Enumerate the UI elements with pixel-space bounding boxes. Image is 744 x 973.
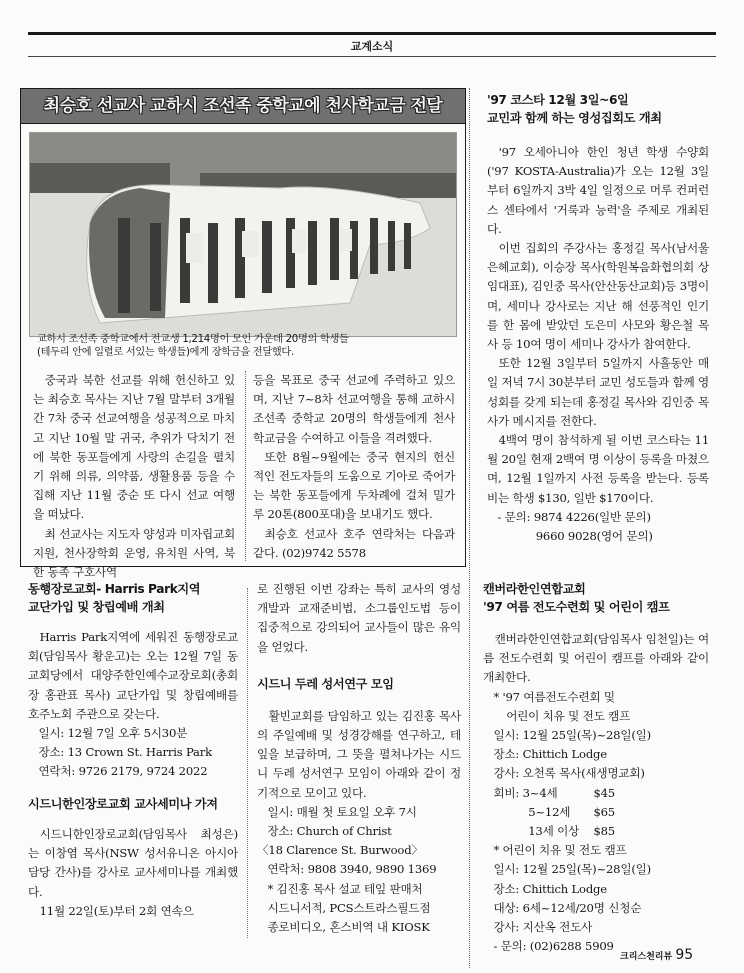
seminar-continued: 로 진행된 이번 강좌는 특히 교사의 영성개발과 교재준비법, 소그룹인도법 등이 집중적으로 강의되어 교사들이 많은 유익을 얻었다.	[257, 582, 461, 654]
header-rule	[28, 56, 716, 57]
magazine-name: 크리스천리뷰	[620, 952, 673, 962]
doore-body: 활빈교회를 담임하고 있는 김진홍 목사의 주일예배 및 성경강해를 연구하고, 테잎을 보급하며, 그 뜻을 펼쳐나가는 시드니 두레 성서연구 모임이 아래와 같이 정기적으로 모이고 있다. 일시: 매월 첫 토요일 오후 7시 장소: Church of Christ 〈18 Clarence St. Burwood〉 연락처: 9808 3940, 9890 1369 * 김진홍 목사 설교 테잎 판매처 시드니서적, PCS스트라스필드점 종로비디오, 혼스비역 내 KIOSK	[257, 708, 461, 935]
kosta-body: '97 오세아니아 한인 청년 학생 수양회('97 KOSTA-Australia)가 오는 12월 3일부터 6일까지 3박 4일 일정으로 머루 컨퍼런스 센타에서 '거룩과 능력'을 주제로 개최된다. 이번 집회의 주강사는 홍정길 목사(남서울은혜교회), 이승장 목사(학원복음화협의회 상임대표), 김인중 목사(안산동산교회)등 3명이며, 세미나 강사로는 지난 해 선풍적인 인기를 한 몸에 받았던 도은미 사모와 황은철 목사 등 10여 명이 세미나 강사가 참여한다. 또한 12월 3일부터 5일까지 사흘동안 매일 저녁 7시 30분부터 교민 성도들과 함께 영성회를 갖게 되는데 홍정길 목사와 김인중 목사가 메시지를 전한다. 4백여 명이 참석하게 될 이번 코스타는 11월 20일 현재 2백여 명 이상이 등록을 마쳤으며, 12월 1일까지 사전 등록을 받는다. 등록비는 학생 $130, 일반 $170이다. - 문의: 9874 4226(일반 문의) 9660 9028(영어 문의)	[487, 145, 709, 544]
dongheng-body: Harris Park지역에 세워진 동행장로교회(담임목사 황운고)는 오는 12월 7일 동교회당에서 대양주한인예수교장로회(총회장 홍관표 목사) 교단가입 및 창립예배를 호주노회 주관으로 갖는다. 일시: 12월 7일 오후 5시30분 장소: 13 Crown St. Harris Park 연락처: 9726 2179, 9724 2022	[28, 630, 238, 779]
doore-headline: 시드니 두레 성서연구 모임	[257, 676, 394, 691]
seminar-headline: 시드니한인장로교회 교사세미나 가져	[28, 797, 218, 811]
feature-inner-divider	[245, 371, 246, 561]
canberra-article	[483, 580, 709, 956]
kosta-headline: '97 코스타 12월 3일~6일 교민과 함께 하는 영성집회도 개최	[487, 93, 662, 125]
feature-photo	[29, 132, 457, 337]
fee-row: 회비: 3~4세 $45	[493, 785, 615, 800]
seminar-article	[28, 795, 238, 921]
page-number: 95	[675, 947, 694, 963]
photo-caption: 교하시 조선족 중학교에서 전교생 1,214명이 모인 가운데 20명의 학생들 (테두리 안에 일렬로 서있는 학생들)에게 장학금을 전달했다.	[37, 334, 349, 358]
column-divider-left	[247, 588, 248, 938]
page-footer	[620, 947, 693, 963]
column-divider-right	[469, 88, 470, 968]
dongheng-article	[28, 580, 238, 782]
top-rule	[28, 32, 716, 35]
feature-column-2: 등을 목표로 중국 선교에 주력하고 있으며, 지난 7~8차 선교여행을 통해 교하시 조선족 중학교 20명의 학생들에게 천사학교금을 수여하고 이들을 격려했다. 또한 8월~9월에는 중국 현지의 헌신적인 전도자들의 도움으로 기아로 죽어가는 북한 동포들에게 두차례에 걸쳐 밀가루 20톤(800포대)을 보내기도 했다. 최승호 선교사 호주 연락처는 다음과 같다. (02)9742 5578	[253, 373, 455, 560]
middle-column-bottom	[257, 580, 461, 937]
kosta-article	[487, 91, 709, 546]
canberra-headline: 캔버라한인연합교회 '97 여름 전도수련회 및 어린이 캠프	[483, 582, 670, 614]
fee-row: 13세 이상 $85	[528, 824, 615, 839]
feature-banner-title: 최승호 선교사 교하시 조선족 중학교에 천사학교금 전달	[21, 89, 465, 124]
feature-article	[20, 88, 466, 580]
fee-row: 5~12세 $65	[528, 804, 615, 819]
section-label: 교계소식	[350, 40, 394, 53]
dongheng-headline: 동행장로교회- Harris Park지역 교단가입 및 창립예배 개최	[28, 582, 201, 614]
students-photo-icon	[30, 133, 456, 336]
seminar-body: 시드니한인장로교회(담임목사 최성은)는 이창염 목사(NSW 성서유니온 아시아 담당 간사)를 강사로 교사세미나를 개최했다. 11월 22일(토)부터 2회 연속으	[28, 827, 238, 918]
feature-column-1: 중국과 북한 선교를 위해 헌신하고 있는 최승호 목사는 지난 7월 말부터 3개월간 7차 중국 선교여행을 성공적으로 마치고 지난 10월 말 귀국, 추위가 닥치기 전에 북한 동포들에게 사랑의 손길을 펼치기 위해 의류, 의약품, 생활용품 등을 수집해 지난 11월 중순 또 다시 선교 여행을 떠났다. 최 선교사는 지도자 양성과 미자립교회 지원, 천사장학회 운영, 유치원 사역, 북한 동족 구호사역	[33, 373, 235, 580]
canberra-body: 캔버라한인연합교회(담임목사 임천일)는 여름 전도수련회 및 어린이 캠프를 아래와 같이 개최한다. * '97 여름전도수련회 및 어린이 치유 및 전도 캠프 일시: 12월 25일(목)~28일(일) 장소: Chittich Lodge 강사: 오천록 목사(새생명교회) 회비: 3~4세 $45 5~12세 $65 13세 이상 $85 * 어린이 치유 및 전도 캠프 일시: 12월 25일(목)~28일(일) 장소: Chittich Lodge 대상: 6세~12세/20명 신청순 강사: 지산옥 전도사 - 문의: (02)6288 5909	[483, 632, 709, 954]
kosta-contact: - 문의: 9874 4226(일반 문의)	[497, 509, 651, 524]
